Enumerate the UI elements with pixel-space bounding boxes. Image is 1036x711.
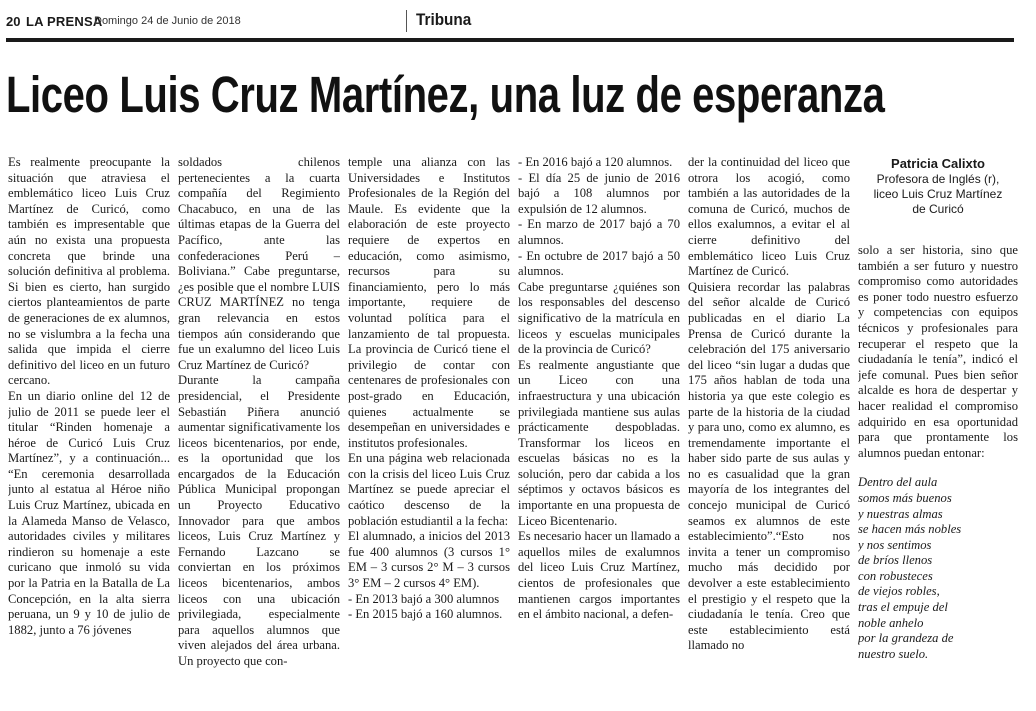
paragraph: En una página web relacionada con la crisis del liceo Luis Cruz Martínez se puede apreciar el caótico descenso de la población estudiantil a la fecha: [348, 451, 510, 528]
masthead-bar [6, 6, 1014, 38]
author-name: Patricia Calixto [891, 156, 985, 171]
paragraph: der la continuidad del liceo que otrora los acogió, como también a las autoridades de la comuna de Curicó, muchos de ellos exalumnos, a evitar el al cierre definitivo del emblemático liceo Luis Cruz Martínez de Curicó. [688, 155, 850, 279]
poem-line: noble anhelo [858, 615, 924, 630]
paragraph: solo a ser historia, sino que también a ser futuro y nuestro compromiso como autoridades es poner todo nuestro esfuerzo y competencias con equipos técnicos y profesionales para recuperar el respeto que la ciudadanía le tenía”, indicó el jefe comunal. Pues bien señor alcalde es hora de despertar y hacer realidad el compromiso adquirido en esa oportunidad para que prontamente los alumnos puedan entonar: [858, 243, 1018, 460]
list-item: - En octubre de 2017 bajó a 50 alumnos. [518, 248, 680, 279]
list-item: - En 2016 bajó a 120 alumnos. [518, 155, 673, 169]
paragraph: Es realmente angustiante que un Liceo con una infraestructura y una ubicación privilegiada mantiene sus aulas prácticamente despobladas. Transformar los liceos en escuelas básicas no es la solución, pero dar cabida a los séptimos y octavos básicos es importante en una propuesta de Liceo Bicentenario. [518, 357, 680, 528]
article-column-5 [688, 155, 850, 703]
list-item: - En marzo de 2017 bajó a 70 alumnos. [518, 217, 680, 247]
author-byline [858, 155, 1018, 217]
header-rule [6, 38, 1014, 42]
paragraph: Es necesario hacer un llamado a aquellos miles de exalumnos del liceo Luis Cruz Martínez, cientos de profesionales que mantienen cargos importantes en el ámbito nacional, a defen- [518, 529, 680, 622]
poem-line: somos más buenos [858, 490, 952, 505]
paragraph: temple una alianza con las Universidades e Institutos Profesionales de la Región del Maule. Es evidente que la elaboración de este proyecto requiere de expertos en educación, como asimismo, recursos para su financiamiento, pero lo más importante, requiere de voluntad política para el lanzamiento de tal propuesta. La provincia de Curicó tiene el privilegio de contar con centenares de profesionales con post-grado en Educación, quienes actualmente se desempeñan en universidades e institutos profesionales. [348, 155, 510, 450]
list-item: - En 2015 bajó a 160 alumnos. [348, 607, 503, 622]
poem-line: y nuestras almas [858, 506, 943, 521]
article-column-3 [348, 155, 510, 703]
article-column-4 [518, 155, 680, 703]
article-headline: Liceo Luis Cruz Martínez, una luz de esperanza [6, 66, 885, 123]
header-divider [406, 10, 407, 32]
issue-date: Domingo 24 de Junio de 2018 [94, 15, 241, 27]
poem-line: de viejos robles, [858, 584, 940, 599]
paragraph: soldados chilenos pertenecientes a la cuarta compañía del Regimiento Chacabuco, en una de las últimas etapas de la Guerra del Pacífico, ante las confederaciones Perú – Boliviana.” Cabe preguntarse, ¿es posible que el nombre LUIS CRUZ MARTÍNEZ no tenga gran relevancia en estos tiempos aún considerando que fue un exalumno del liceo Luis Cruz Martínez de Curicó? [178, 155, 340, 372]
paragraph: El alumnado, a inicios del 2013 fue 400 alumnos (3 cursos 1° EM – 3 cursos 2° M – 3 cursos 3° EM – 2 cursos 4° EM). [348, 529, 510, 591]
author-role: Profesora de Inglés (r), [876, 172, 1000, 186]
poem-line: con robusteces [858, 568, 933, 583]
article-column-1 [8, 155, 170, 703]
article-column-2 [178, 155, 340, 703]
list-item: - En 2013 bajó a 300 alumnos [348, 591, 500, 606]
poem-line: por la grandeza de [858, 631, 954, 646]
newspaper-name: LA PRENSA [26, 14, 103, 29]
poem-line: y nos sentimos [858, 537, 932, 552]
poem-verse [858, 475, 1018, 662]
poem-line: tras el empuje del [858, 600, 948, 615]
poem-line: de bríos llenos [858, 553, 933, 568]
paragraph: Durante la campaña presidencial, el Presidente Sebastián Piñera anunció aumentar significativamente los liceos bicentenarios, por ende, es la oportunidad que los encargados de la Educación Pública Municipal propongan un Proyecto Educativo Innovador para que ambos liceos, Luis Cruz Martínez y Fernando Lazcano se conviertan en los próximos liceos bicentenarios, ambos liceos con una ubicación privilegiada, especialmente para aquellos alumnos que viven alejados del área urbana. Un proyecto que con- [178, 373, 340, 668]
author-role: de Curicó [912, 202, 964, 216]
paragraph: Cabe preguntarse ¿quiénes son los responsables del descenso significativo de la matrícula en liceos y escuelas municipales de la provincia de Curicó? [518, 279, 680, 357]
paragraph: Quisiera recordar las palabras del señor alcalde de Curicó publicadas en el diario La Prensa de Curicó durante la celebración del 175 aniversario del liceo “sin lugar a dudas que 175 años hablan de toda una historia ya que este colegio es parte de la historia de la ciudad y para uno, como ex alumno, es tremendamente importante el haber sido parte de sus aulas y no es casualidad que la gran mayoría de los integrantes del concejo municipal de Curicó seamos ex alumnos de este establecimiento”.“Esto nos invita a tener un compromiso mucho más decidido por devolver a este establecimiento el prestigio y el respeto que la ciudadanía le tenía. Creo que este establecimiento está llamado no [688, 279, 850, 653]
author-role: liceo Luis Cruz Martínez [873, 187, 1003, 201]
poem-line: se hacen más nobles [858, 522, 962, 537]
list-item: - El día 25 de junio de 2016 bajó a 108 alumnos por expulsión de 12 alumnos. [518, 170, 680, 216]
paragraph: En un diario online del 12 de julio de 2011 se puede leer el titular “Rinden homenaje a héroe de Curicó Luis Cruz Martínez”, y a continuación... “En ceremonia desarrollada junto al estatua al Héroe niño Luis Cruz Martínez, ubicada en la Alameda Manso de Velasco, autoridades civiles y militares rindieron su homenaje a este curicano que inmoló su vida por la Patria en la Batalla de La Concepción, en la alta sierra peruana, un 9 y 10 de julio de 1882, junto a 76 jóvenes [8, 388, 170, 637]
page-number: 20 [6, 14, 21, 29]
paragraph: Es realmente preocupante la situación que atraviesa el emblemático liceo Luis Cruz Martínez de Curicó, como también es impresentable que aún no exista una propuesta concreta que brinde una solución definitiva al problema. Si bien es cierto, han surgido ciertos planteamientos de parte de generaciones de ex alumnos, no se vislumbra a la fecha una salida que impida el cierre definitivo del liceo en un futuro cercano. [8, 155, 170, 388]
section-name: Tribuna [416, 10, 472, 29]
poem-line: Dentro del aula [858, 475, 938, 490]
poem-line: nuestro suelo. [858, 646, 929, 661]
article-column-6 [858, 155, 1018, 703]
